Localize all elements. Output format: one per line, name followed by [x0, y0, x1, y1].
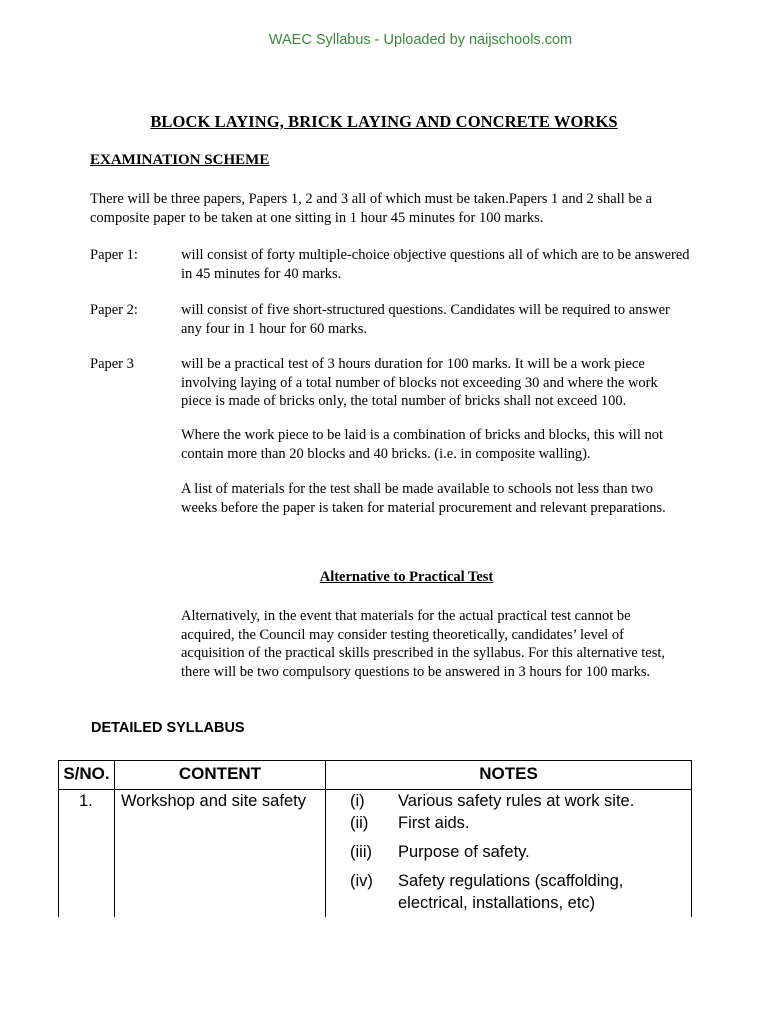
note-text: First aids. [398, 814, 470, 832]
table-row-1-content [115, 790, 326, 917]
note-number: (iii) [350, 843, 372, 861]
table-row-1-notes [326, 790, 692, 917]
sno-value: 1. [79, 792, 93, 810]
paper-3-label: Paper 3 [90, 356, 134, 372]
column-header-sno: S/NO. [59, 761, 115, 790]
paper-3-materials-note: A list of materials for the test shall be made available to schools not less than two weeks before the paper is taken for material procurement and relevant preparations. [181, 481, 666, 516]
detailed-syllabus-heading: DETAILED SYLLABUS [91, 720, 245, 736]
paper-2-description: will consist of five short-structured questions. Candidates will be required to answer any four in 1 hour for 60 marks. [181, 302, 670, 337]
examination-scheme-heading: EXAMINATION SCHEME [90, 152, 270, 168]
column-header-notes: NOTES [326, 761, 692, 790]
note-text: Purpose of safety. [398, 843, 530, 861]
alternative-practical-text: Alternatively, in the event that materials for the actual practical test cannot be acquired, the Council may consider testing theoretically, candidates’ level of acquisition of the practical skills prescribed in the syllabus. For this alternative test, there will be two compulsory questions to be answered in 3 hours for 100 marks. [181, 608, 666, 680]
header-note: WAEC Syllabus - Uploaded by naijschools.com [268, 32, 573, 48]
paper-1-label: Paper 1: [90, 247, 138, 263]
note-number: (i) [350, 792, 365, 810]
paper-1-description: will consist of forty multiple-choice objective questions all of which are to be answered in 45 minutes for 40 marks. [181, 247, 690, 282]
note-text: Safety regulations (scaffolding, electrical, installations, etc) [398, 872, 624, 912]
note-number: (iv) [350, 872, 373, 890]
syllabus-table [58, 760, 692, 917]
note-number: (ii) [350, 814, 369, 832]
document-title: BLOCK LAYING, BRICK LAYING AND CONCRETE WORKS [150, 112, 618, 131]
paper-3-description: will be a practical test of 3 hours duration for 100 marks. It will be a work piece involving laying of a total number of blocks not exceeding 30 and where the work piece is made of bricks only, the total number of bricks shall not exceed 100. [181, 356, 658, 409]
content-value: Workshop and site safety [121, 792, 306, 810]
exam-scheme-intro: There will be three papers, Papers 1, 2 and 3 all of which must be taken.Papers 1 and 2 shall be a composite paper to be taken at one sitting in 1 hour 45 minutes for 100 marks. [90, 191, 653, 226]
column-header-content: CONTENT [115, 761, 326, 790]
paper-2-label: Paper 2: [90, 302, 138, 318]
note-text: Various safety rules at work site. [398, 792, 635, 810]
paper-3-composite-note: Where the work piece to be laid is a combination of bricks and blocks, this will not contain more than 20 blocks and 40 bricks. (i.e. in composite walling). [181, 427, 664, 462]
table-row-1-sno [59, 790, 115, 917]
alternative-practical-heading: Alternative to Practical Test [319, 569, 494, 585]
